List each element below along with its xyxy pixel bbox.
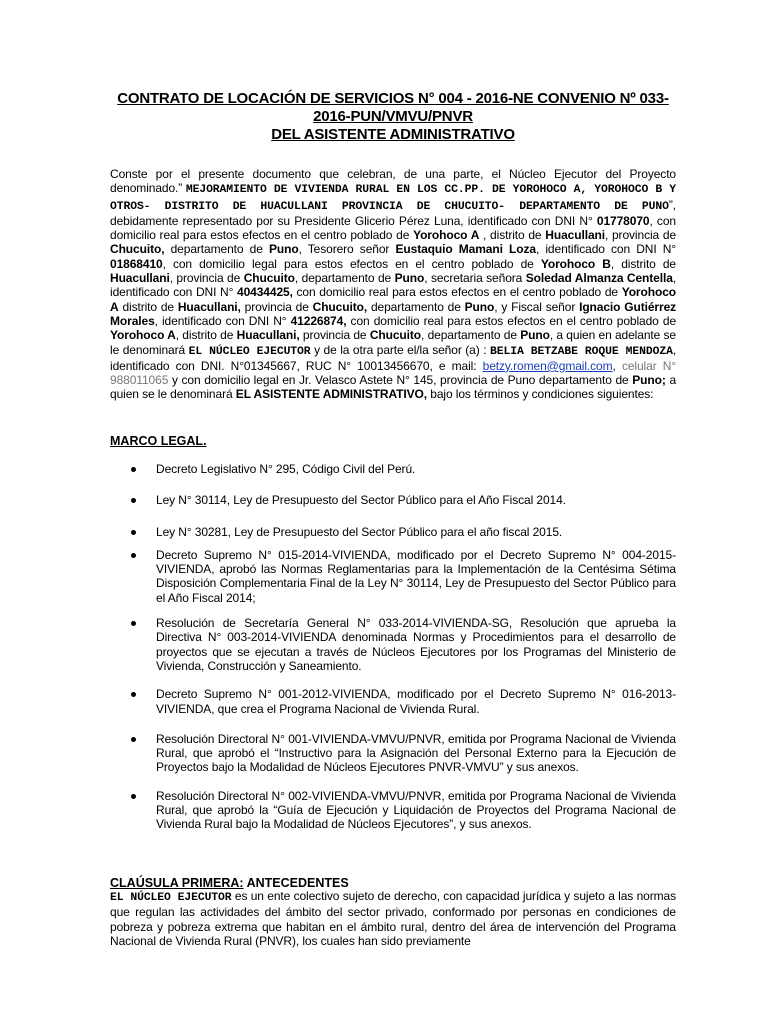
intro-text: provincia de <box>302 328 367 343</box>
marco-legal-heading-suffix: . <box>203 434 207 448</box>
place-name: Chucuito, <box>110 242 165 257</box>
intro-text: , Tesorero señor <box>298 242 390 257</box>
intro-text: , identificado con DNI N° <box>110 271 677 300</box>
intro-text: , con domicilio real para estos efectos en el centro poblado de <box>110 213 676 243</box>
bullet-icon <box>131 530 136 535</box>
intro-text: y con domicilio legal en Jr. Velasco Astete N° 145, provincia de Puno departamento de <box>171 373 629 388</box>
place-name: Puno <box>520 328 550 343</box>
list-item-text: Resolución de Secretaría General N° 033-2014-VIVIENDA-SG, Resolución que aprueba la Directiva N° 003-2014-VIVIENDA denominada Normas y Procedimientos para el desarrollo de proyectos que se ejecutan a través de Núcleos Ejecutores por los Programas del Ministerio de Vivienda, Construcción y Saneamiento. <box>156 616 676 673</box>
list-item <box>110 687 676 716</box>
place-name: Huacullani <box>545 228 605 243</box>
list-item-text: Ley N° 30281, Ley de Presupuesto del Sector Público para el año fiscal 2015. <box>156 524 563 539</box>
intro-text: provincia de <box>244 299 309 314</box>
intro-text: , identificado con DNI N° <box>535 242 677 257</box>
intro-text: , distrito de <box>175 328 234 343</box>
title-line-1: CONTRATO DE LOCACIÓN DE SERVICIOS N° 004 - 2016-NE CONVENIO Nº 033- <box>117 90 669 107</box>
clausula-heading-rest: ANTECEDENTES <box>243 876 349 890</box>
bullet-icon <box>131 737 136 742</box>
intro-text: a quien se le denominará <box>110 373 677 402</box>
list-item <box>110 548 676 605</box>
clausula-heading-underlined: CLAÚSULA PRIMERA: <box>110 876 244 890</box>
intro-text: distrito de <box>122 299 174 314</box>
person-name: Soledad Almanza Centella <box>525 271 673 286</box>
intro-text: con domicilio real para estos efectos en el centro poblado de <box>296 285 618 300</box>
dni-number: 40434425, <box>237 285 293 300</box>
place-name: Puno <box>394 271 425 286</box>
list-item <box>110 732 676 775</box>
bullet-icon <box>131 621 136 626</box>
title-line-3: DEL ASISTENTE ADMINISTRATIVO <box>271 126 515 143</box>
intro-text: , distrito de <box>483 228 542 243</box>
place-name: Puno <box>268 242 299 257</box>
place-name: Puno <box>464 299 495 314</box>
dni-president: 01778070 <box>596 213 650 228</box>
marco-legal-heading-text: MARCO LEGAL <box>110 434 204 448</box>
place-name: Puno; <box>632 373 666 388</box>
place-name: Yorohoco A <box>110 328 176 343</box>
bullet-icon <box>131 498 136 503</box>
party-label-asistente: EL ASISTENTE ADMINISTRATIVO, <box>235 387 428 402</box>
clausula-primera-heading <box>110 876 349 890</box>
list-item-text: Decreto Supremo N° 015-2014-VIVIENDA, modificado por el Decreto Supremo N° 004-2015-VIVIENDA, aprobó las Normas Reglamentarias para la Implementación de la Centésima Sétima Disposición Complementaria Final de la Ley N° 30114, Ley de Presupuesto del Sector Público para el Año Fiscal 2014; <box>156 547 676 605</box>
list-item-text: Decreto Supremo N° 001-2012-VIVIENDA, modificado por el Decreto Supremo N° 016-2013-VIVIENDA, que crea el Programa Nacional de Vivienda Rural. <box>156 687 676 716</box>
place-name: Huacullani <box>110 271 170 286</box>
intro-text: bajo los términos y condiciones siguientes: <box>430 387 654 402</box>
list-item-text: Decreto Legislativo N° 295, Código Civil del Perú. <box>156 462 416 476</box>
intro-text: , departamento de <box>294 271 392 286</box>
intro-text: , departamento de <box>421 328 517 343</box>
place-name: Yorohoco B <box>540 256 611 271</box>
clausula-primera-paragraph <box>110 889 676 948</box>
intro-text: , y Fiscal señor <box>494 299 576 314</box>
list-item-text: Resolución Directoral N° 002-VIVIENDA-VMVU/PNVR, emitida por Programa Nacional de Vivienda Rural, que aprobó la “Guía de Ejecución y Liquidación de Proyectos del Programa Nacional de Vivienda Rural bajo la Modalidad de Núcleos Ejecutores”, y sus anexos. <box>156 788 676 832</box>
contractor-name: BELIA BETZABE ROQUE MENDOZA <box>490 345 673 358</box>
bullet-icon <box>131 692 136 697</box>
intro-paragraph <box>110 167 676 402</box>
document-title <box>108 90 678 144</box>
bullet-icon <box>131 553 136 558</box>
place-name: Yorohoco A <box>110 285 676 314</box>
dni-number: 01868410 <box>110 256 163 271</box>
intro-text: , secretaria señora <box>424 271 523 286</box>
marco-legal-list <box>110 462 676 832</box>
place-name: Yorohoco A <box>413 228 480 243</box>
phone-number: celular N° 988011065 <box>110 358 677 388</box>
intro-text: , provincia de <box>604 228 677 243</box>
clausula-lead: EL NÚCLEO EJECUTOR <box>110 892 232 904</box>
intro-text: , identificado con DNI N° <box>154 313 287 328</box>
place-name: Chucuito <box>243 271 295 286</box>
list-item <box>110 616 676 673</box>
intro-text: departamento de <box>170 242 263 257</box>
intro-text: , a quien en adelante se le denominará <box>110 328 677 357</box>
intro-text: , identificado con DNI. N°01345667, RUC N° 10013456670, e mail: <box>110 342 677 373</box>
intro-text: , provincia de <box>169 271 241 286</box>
place-name: Chucuito, <box>312 299 368 314</box>
person-name: Eustaquio Mamani Loza <box>395 242 536 257</box>
intro-text: , distrito de <box>610 256 677 271</box>
list-item <box>110 525 676 539</box>
intro-text: Conste por el presente documento que celebran, de una parte, el Núcleo Ejecutor del Proyecto denominado.” <box>110 167 676 196</box>
intro-text: con domicilio real para estos efectos en el centro poblado de <box>350 313 677 328</box>
person-name: Ignacio Gutiérrez Morales <box>110 299 677 328</box>
bullet-icon <box>131 794 136 799</box>
bullet-icon <box>131 467 136 472</box>
intro-text: ”, debidamente representado por su Presidente Glicerio Pérez Luna, identificado con DNI N° <box>110 197 676 228</box>
intro-text: , <box>612 358 616 373</box>
clausula-text: es un ente colectivo sujeto de derecho, con capacidad jurídica y sujeto a las normas que regulan las actividades del ámbito del sector privado, conformado por personas en condiciones de pobreza y pobreza extrema que habitan en el ámbito rural, dentro del área de intervención del Programa Nacional de Vivienda Rural (PNVR), los cuales han sido previamente <box>110 889 676 948</box>
party-label-nucleo: EL NÚCLEO EJECUTOR <box>188 345 311 358</box>
list-item-text: Resolución Directoral N° 001-VIVIENDA-VMVU/PNVR, emitida por Programa Nacional de Vivienda Rural, que aprobó el “Instructivo para la Asignación del Personal Externo para la Ejecución de Proyectos bajo la Modalidad de Núcleos Ejecutores PNVR-VMVU” y sus anexos. <box>156 731 676 775</box>
dni-number: 41226874, <box>290 313 347 328</box>
intro-text: departamento de <box>370 299 461 314</box>
project-name: MEJORAMIENTO DE VIVIENDA RURAL EN LOS CC.PP. DE YOROHOCO A, YOROHOCO B Y OTROS- DISTRITO DE HUACULLANI PROVINCIA DE CHUCUITO- DEPARTAMENTO DE PUNO <box>110 184 676 213</box>
marco-legal-heading <box>110 434 207 448</box>
list-item <box>110 789 676 832</box>
place-name: Huacullani, <box>236 328 300 343</box>
list-item-text: Ley N° 30114, Ley de Presupuesto del Sector Público para el Año Fiscal 2014. <box>156 493 566 508</box>
title-line-2: 2016-PUN/VMVU/PNVR <box>313 108 473 125</box>
list-item <box>110 493 676 507</box>
list-item <box>110 462 676 476</box>
intro-text: , con domicilio legal para estos efectos en el centro poblado de <box>162 256 534 271</box>
intro-text: y de la otra parte el/la señor (a) : <box>314 342 487 357</box>
place-name: Huacullani, <box>177 299 241 314</box>
email-link[interactable]: betzy.romen@gmail.com <box>482 358 613 373</box>
place-name: Chucuito <box>369 328 422 343</box>
